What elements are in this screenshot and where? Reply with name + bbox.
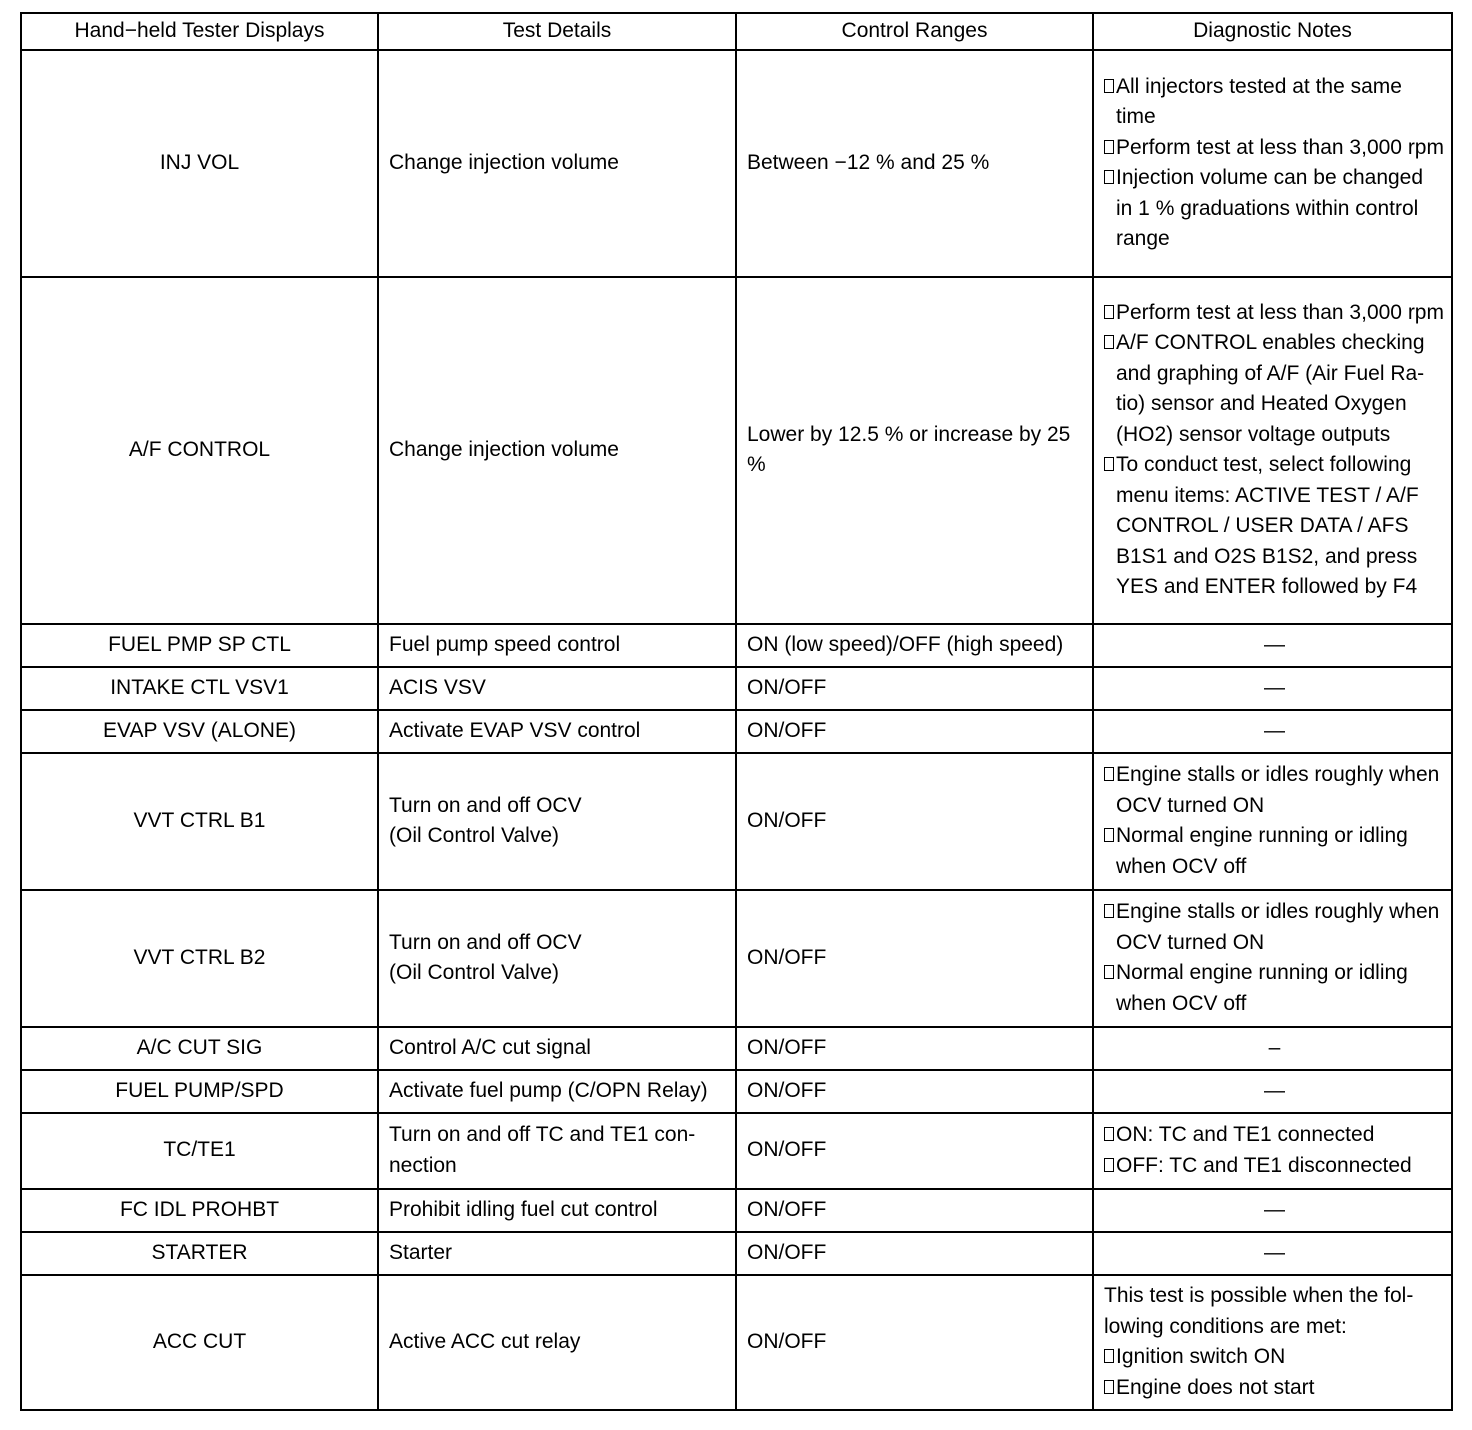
cell-test-details (378, 1027, 736, 1070)
cell-tester-display: A/C CUT SIG (21, 1027, 378, 1070)
cell-diagnostic-notes (1093, 277, 1452, 624)
checkbox-bullet-icon (1104, 457, 1114, 471)
cell-test-details (378, 753, 736, 890)
note-bullet-text: Normal engine running or idling when OCV off (1116, 961, 1408, 1015)
table-row (21, 50, 1452, 277)
test-details-line: Change injection volume (389, 437, 619, 461)
cell-diagnostic-notes (1093, 753, 1452, 890)
note-bullet-item (1104, 298, 1445, 329)
checkbox-bullet-icon (1104, 1349, 1114, 1363)
cell-control-range: Lower by 12.5 % or increase by 25 % (736, 277, 1093, 624)
no-note-dash: – (1268, 1035, 1281, 1059)
cell-test-details (378, 50, 736, 277)
cell-tester-display: FUEL PUMP/SPD (21, 1070, 378, 1113)
note-bullet-item (1104, 1120, 1445, 1151)
cell-diagnostic-notes (1093, 890, 1452, 1027)
no-note-dash: — (1264, 718, 1285, 742)
cell-diagnostic-notes (1093, 1070, 1452, 1113)
table-row (21, 1275, 1452, 1410)
cell-diagnostic-notes (1093, 1113, 1452, 1189)
note-bullet-text: Engine stalls or idles roughly when OCV turned ON (1116, 900, 1440, 954)
checkbox-bullet-icon (1104, 1127, 1114, 1141)
checkbox-bullet-icon (1104, 170, 1114, 184)
note-bullet-item (1104, 760, 1445, 821)
test-details-line: Turn on and off OCV (389, 930, 582, 954)
cell-tester-display: VVT CTRL B1 (21, 753, 378, 890)
cell-diagnostic-notes (1093, 667, 1452, 710)
note-bullet-text: A/F CONTROL enables checking and graphing of A/F (Air Fuel Ra-tio) sensor and Heated Oxygen (HO2) sensor voltage outputs (1116, 331, 1425, 446)
note-bullet-item (1104, 163, 1445, 255)
cell-diagnostic-notes (1093, 710, 1452, 753)
header-row (21, 13, 1452, 50)
cell-control-range: ON/OFF (736, 667, 1093, 710)
test-details-line: Activate fuel pump (C/OPN Relay) (389, 1078, 708, 1102)
cell-control-range: ON/OFF (736, 1232, 1093, 1275)
note-bullet-item (1104, 897, 1445, 958)
cell-tester-display: STARTER (21, 1232, 378, 1275)
note-bullet-text: To conduct test, select following menu items: ACTIVE TEST / A/F CONTROL / USER DATA / AFS B1S1 and O2S B1S2, and press YES and ENTER followed by F4 (1116, 453, 1419, 598)
header-cell-displays: Hand−held Tester Displays (21, 13, 378, 50)
table-row (21, 1070, 1452, 1113)
test-details-line: Prohibit idling fuel cut control (389, 1197, 658, 1221)
note-bullet-text: OFF: TC and TE1 disconnected (1116, 1153, 1412, 1177)
note-bullet-item (1104, 133, 1445, 164)
no-note-dash: — (1264, 1240, 1285, 1264)
cell-control-range: ON/OFF (736, 710, 1093, 753)
checkbox-bullet-icon (1104, 904, 1114, 918)
test-details-line: Activate EVAP VSV control (389, 718, 641, 742)
cell-tester-display: EVAP VSV (ALONE) (21, 710, 378, 753)
test-details-line: Starter (389, 1240, 453, 1264)
cell-control-range: ON/OFF (736, 1275, 1093, 1410)
cell-test-details (378, 1113, 736, 1189)
cell-tester-display: TC/TE1 (21, 1113, 378, 1189)
checkbox-bullet-icon (1104, 305, 1114, 319)
cell-diagnostic-notes (1093, 1189, 1452, 1232)
table-row (21, 753, 1452, 890)
test-details-line: Change injection volume (389, 150, 619, 174)
cell-test-details (378, 1070, 736, 1113)
note-bullet-item (1104, 1342, 1445, 1373)
no-note-dash: — (1264, 1078, 1285, 1102)
note-text: This test is possible when the fol-lowing conditions are met: (1104, 1284, 1414, 1338)
test-details-line: ACIS VSV (389, 675, 486, 699)
no-note-dash: — (1264, 675, 1285, 699)
table-row (21, 1113, 1452, 1189)
note-bullet-item (1104, 958, 1445, 1019)
test-details-line: Active ACC cut relay (389, 1329, 581, 1353)
table-row (21, 624, 1452, 667)
checkbox-bullet-icon (1104, 767, 1114, 781)
checkbox-bullet-icon (1104, 140, 1114, 154)
active-test-table (20, 12, 1453, 1411)
note-bullet-item (1104, 328, 1445, 450)
cell-tester-display: FUEL PMP SP CTL (21, 624, 378, 667)
cell-test-details (378, 667, 736, 710)
cell-tester-display: VVT CTRL B2 (21, 890, 378, 1027)
cell-test-details (378, 1232, 736, 1275)
test-details-line: (Oil Control Valve) (389, 824, 559, 847)
checkbox-bullet-icon (1104, 1380, 1114, 1394)
note-bullet-item (1104, 821, 1445, 882)
note-bullet-text: Injection volume can be changed in 1 % graduations within control range (1116, 166, 1424, 250)
test-details-line: Turn on and off OCV (389, 793, 582, 817)
cell-test-details (378, 1275, 736, 1410)
cell-diagnostic-notes (1093, 1232, 1452, 1275)
cell-diagnostic-notes (1093, 1275, 1452, 1410)
cell-diagnostic-notes (1093, 50, 1452, 277)
note-bullet-item (1104, 1373, 1445, 1404)
cell-diagnostic-notes (1093, 624, 1452, 667)
table-row (21, 710, 1452, 753)
cell-diagnostic-notes (1093, 1027, 1452, 1070)
test-details-line: Turn on and off TC and TE1 con-nection (389, 1123, 696, 1177)
checkbox-bullet-icon (1104, 335, 1114, 349)
no-note-dash: — (1264, 1197, 1285, 1221)
note-bullet-text: ON: TC and TE1 connected (1116, 1123, 1375, 1146)
cell-control-range: ON/OFF (736, 1027, 1093, 1070)
table-row (21, 1232, 1452, 1275)
test-details-line: Control A/C cut signal (389, 1035, 591, 1059)
checkbox-bullet-icon (1104, 965, 1114, 979)
cell-control-range: ON/OFF (736, 753, 1093, 890)
note-bullet-item (1104, 450, 1445, 603)
note-bullet-text: Engine does not start (1116, 1375, 1315, 1399)
checkbox-bullet-icon (1104, 79, 1114, 93)
cell-tester-display: A/F CONTROL (21, 277, 378, 624)
header-cell-control-ranges: Control Ranges (736, 13, 1093, 50)
note-bullet-text: Engine stalls or idles roughly when OCV turned ON (1116, 763, 1440, 817)
note-bullet-item (1104, 72, 1445, 133)
no-note-dash: — (1264, 632, 1285, 656)
cell-tester-display: INTAKE CTL VSV1 (21, 667, 378, 710)
cell-control-range: ON/OFF (736, 1070, 1093, 1113)
table-row (21, 1027, 1452, 1070)
note-bullet-item (1104, 1151, 1445, 1182)
cell-test-details (378, 624, 736, 667)
note-bullet-text: Perform test at less than 3,000 rpm (1116, 300, 1444, 324)
cell-tester-display: INJ VOL (21, 50, 378, 277)
cell-tester-display: FC IDL PROHBT (21, 1189, 378, 1232)
checkbox-bullet-icon (1104, 1158, 1114, 1172)
note-bullet-text: Perform test at less than 3,000 rpm (1116, 135, 1444, 159)
test-details-line: Fuel pump speed control (389, 632, 621, 656)
cell-tester-display: ACC CUT (21, 1275, 378, 1410)
test-details-line: (Oil Control Valve) (389, 961, 559, 984)
cell-control-range: ON/OFF (736, 1189, 1093, 1232)
table-row (21, 667, 1452, 710)
checkbox-bullet-icon (1104, 828, 1114, 842)
cell-control-range: ON/OFF (736, 890, 1093, 1027)
table-row (21, 277, 1452, 624)
cell-control-range: ON/OFF (736, 1113, 1093, 1189)
cell-test-details (378, 710, 736, 753)
cell-test-details (378, 1189, 736, 1232)
note-bullet-text: All injectors tested at the same time (1116, 74, 1402, 128)
header-cell-diagnostic-notes: Diagnostic Notes (1093, 13, 1452, 50)
table-body (21, 50, 1452, 1410)
cell-control-range: ON (low speed)/OFF (high speed) (736, 624, 1093, 667)
table-row (21, 890, 1452, 1027)
active-test-table-sheet (20, 12, 1451, 1411)
cell-test-details (378, 890, 736, 1027)
cell-test-details (378, 277, 736, 624)
note-bullet-text: Ignition switch ON (1116, 1345, 1286, 1368)
note-bullet-text: Normal engine running or idling when OCV off (1116, 824, 1408, 878)
cell-control-range: Between −12 % and 25 % (736, 50, 1093, 277)
header-cell-test-details: Test Details (378, 13, 736, 50)
table-row (21, 1189, 1452, 1232)
